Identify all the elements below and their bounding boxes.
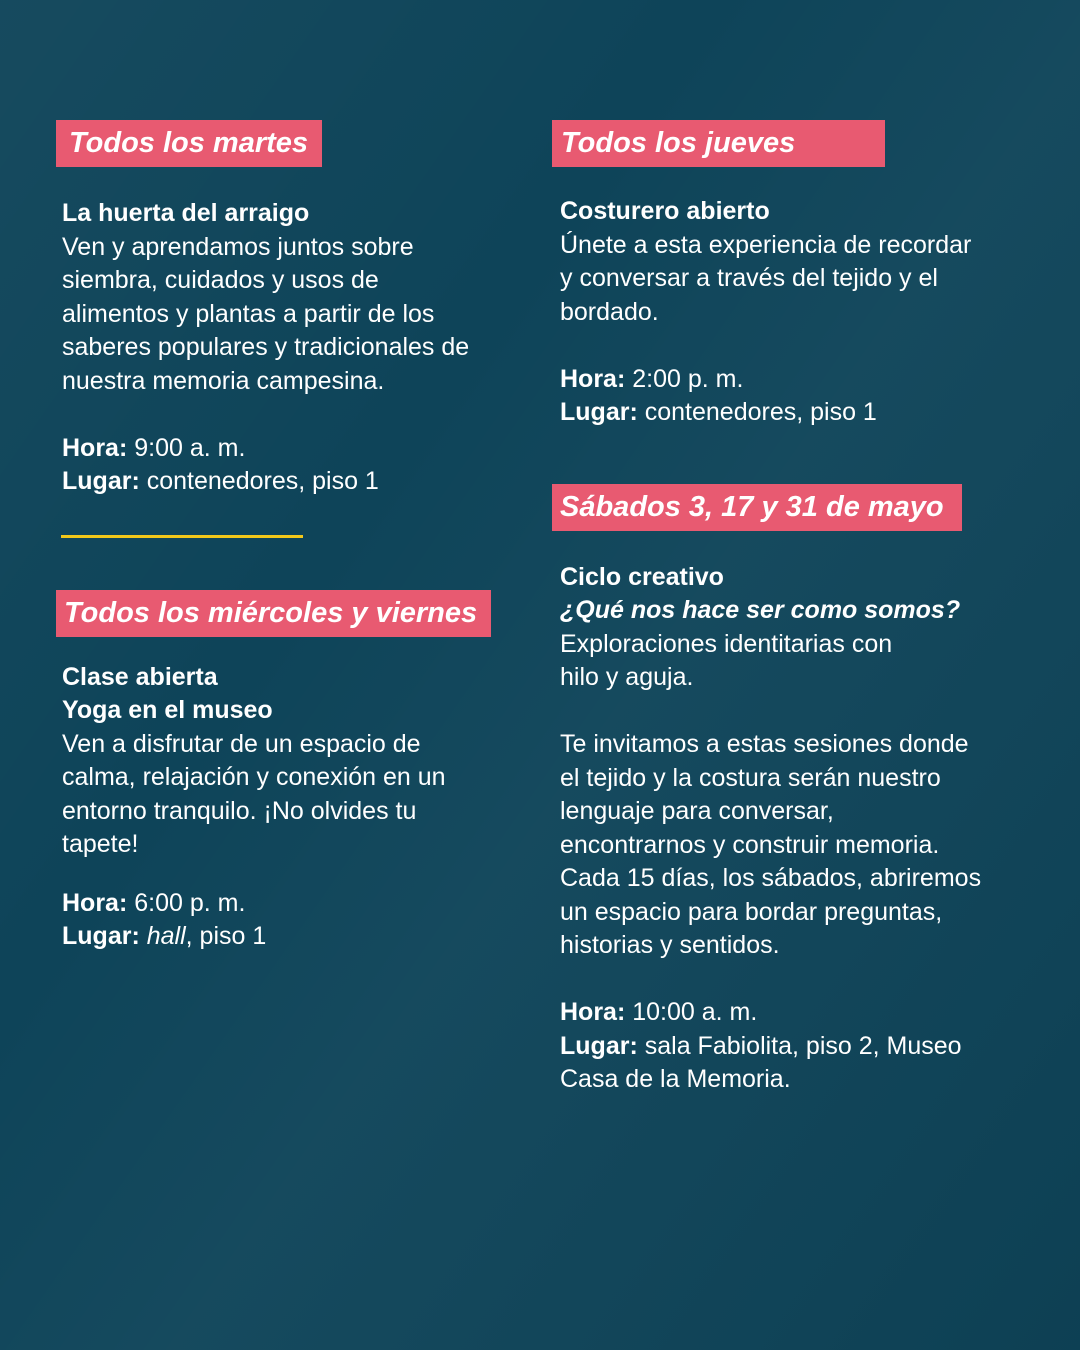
event-hora: Hora: 6:00 p. m. — [62, 888, 246, 917]
event-title: Costurero abierto — [560, 197, 770, 225]
event-description-line: calma, relajación y conexión en un — [62, 763, 446, 791]
right-column — [552, 120, 1022, 1097]
event-ciclo-creativo — [552, 561, 1022, 1097]
event-description-line: historias y sentidos. — [560, 931, 780, 959]
event-description-line: un espacio para bordar preguntas, — [560, 897, 943, 926]
event-hora: Hora: 2:00 p. m. — [560, 364, 744, 393]
event-description-line: siembra, cuidados y usos de — [62, 266, 379, 294]
yellow-divider — [61, 535, 303, 538]
event-description-line: Cada 15 días, los sábados, abriremos — [560, 864, 982, 892]
event-title: Ciclo creativo — [560, 562, 724, 591]
event-description-line: encontrarnos y construir memoria. — [560, 830, 940, 859]
event-description-line: Te invitamos a estas sesiones donde — [560, 730, 969, 758]
event-lugar: Lugar: contenedores, piso 1 — [560, 398, 877, 426]
event-lugar: Lugar: sala Fabiolita, piso 2, Museo — [560, 1031, 962, 1060]
event-description-line: tapete! — [62, 830, 139, 858]
label-sabados: Sábados 3, 17 y 31 de mayo — [552, 484, 962, 531]
event-description-line: alimentos y plantas a partir de los — [62, 299, 435, 328]
left-column — [56, 120, 526, 954]
event-lugar-continued: Casa de la Memoria. — [560, 1065, 791, 1093]
event-description-line: Únete a esta experiencia de recordar — [560, 230, 972, 259]
event-lugar: Lugar: contenedores, piso 1 — [62, 467, 379, 495]
event-description-line: y conversar a través del tejido y el — [560, 264, 938, 292]
event-title: La huerta del arraigo — [62, 199, 310, 227]
event-costurero — [552, 195, 1022, 430]
label-todos-los-miercoles-y-viernes: Todos los miércoles y viernes — [56, 590, 491, 637]
event-description-line: el tejido y la costura serán nuestro — [560, 763, 941, 792]
event-hora: Hora: 10:00 a. m. — [560, 998, 758, 1026]
event-description-line: Ven y aprendamos juntos sobre — [62, 232, 414, 261]
event-description-line: hilo y aguja. — [560, 663, 694, 691]
event-description-line: nuestra memoria campesina. — [62, 366, 385, 395]
label-todos-los-jueves: Todos los jueves — [552, 120, 885, 167]
event-subtitle: ¿Qué nos hace ser como somos? — [560, 596, 961, 624]
event-description-line: Exploraciones identitarias con — [560, 629, 893, 658]
event-description-line: lenguaje para conversar, — [560, 797, 834, 825]
event-yoga — [56, 661, 526, 954]
event-description-line: bordado. — [560, 297, 659, 326]
event-description-line: entorno tranquilo. ¡No olvides tu — [62, 796, 417, 825]
label-todos-los-martes: Todos los martes — [56, 120, 322, 167]
event-lugar: Lugar: hall, piso 1 — [62, 922, 267, 950]
event-description-line: saberes populares y tradicionales de — [62, 333, 470, 361]
event-huerta — [56, 197, 526, 499]
event-description-line: Ven a disfrutar de un espacio de — [62, 729, 421, 758]
event-hora: Hora: 9:00 a. m. — [62, 433, 246, 462]
event-title: Clase abierta — [62, 662, 218, 691]
event-subtitle: Yoga en el museo — [62, 696, 273, 724]
